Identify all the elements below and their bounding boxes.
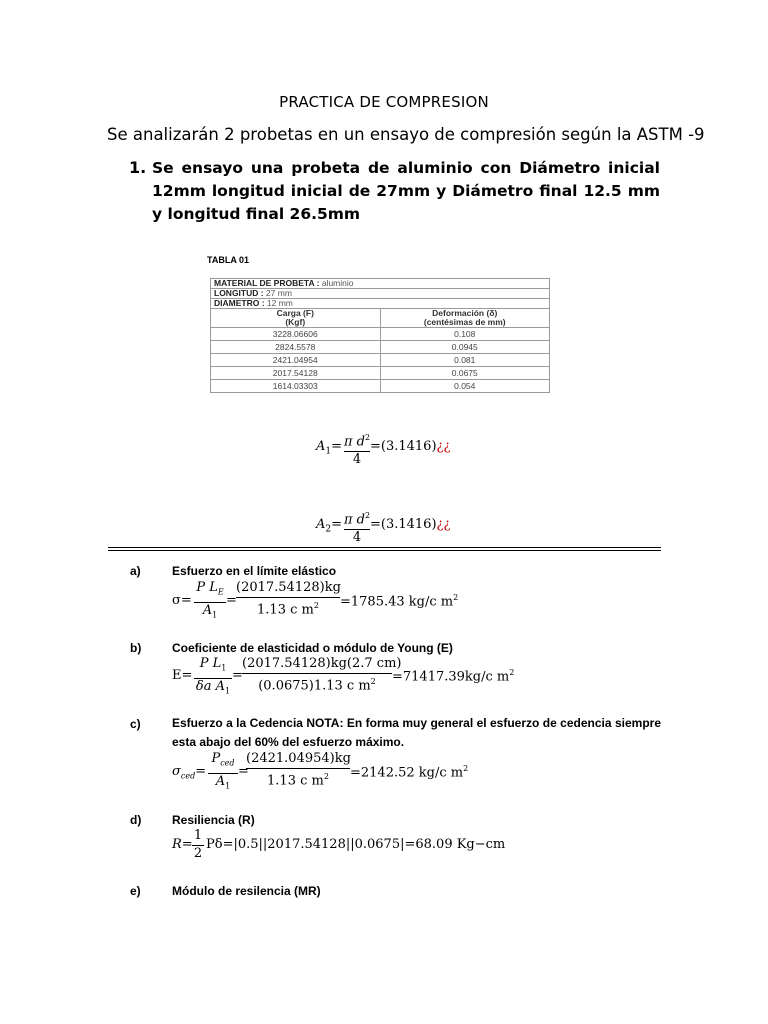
carga-cell: 2421.04954 [211,354,381,367]
question-number: 1. [129,158,147,177]
divider-line [108,550,661,551]
item-d-lhs: R= [172,837,193,852]
item-d-fraction: 1 2 [193,828,203,861]
item-b-fraction-2: (2017.54128)kg(2.7 cm) (0.0675)1.13 c $m^2$ [242,656,402,694]
item-d-label: Resiliencia (R) [172,813,255,827]
deformacion-cell: 0.0945 [380,341,550,354]
deformacion-cell: 0.081 [380,354,550,367]
item-e-letter: e) [130,884,141,898]
longitud-label: LONGITUD : [214,288,264,298]
item-a-lhs: σ= [172,593,192,608]
broken-glyph: ¿¿ [436,439,451,454]
table-row [211,328,550,341]
header-carga-line2: (Kgf) [285,317,306,327]
material-label: MATERIAL DE PROBETA : [214,278,320,288]
item-c-result: =2142.52 kg/c $m^2$ [350,764,469,781]
item-d-letter: d) [130,813,142,827]
item-b-fraction-1: P $L_1$ δa $A_1$ [195,656,231,696]
header-deformacion-line2: (centésimas de mm) [423,317,506,327]
item-a-eq: = [226,593,237,608]
carga-cell: 1614.03303 [211,380,381,393]
item-c-fraction-1: $P_{ced}$ $A_1$ [208,751,238,794]
header-deformacion-line1: Deformación (δ) [432,308,498,318]
item-e-label: Módulo de resilencia (MR) [172,884,321,898]
table-row-material [211,279,550,289]
divider-line [108,547,661,548]
carga-cell: 2017.54128 [211,367,381,380]
item-b-label: Coeficiente de elasticidad o módulo de Young (E) [172,641,453,655]
table-row [211,367,550,380]
item-c-eq: = [238,764,249,779]
diametro-value: 12 mm [266,298,293,308]
deformacion-cell: 0.054 [380,380,550,393]
table-row [211,380,550,393]
table-caption: TABLA 01 [207,255,250,265]
item-a-result: =1785.43 kg/c $m^2$ [340,593,459,610]
deformacion-cell: 0.0675 [380,367,550,380]
item-b-letter: b) [130,641,142,655]
item-c-label: Esfuerzo a la Cedencia NOTA: En forma muy general el esfuerzo de cedencia siempre esta abajo del 60% del esfuerzo máximo. [172,716,661,749]
item-a-fraction-2: (2017.54128)kg 1.13 c $m^2$ [236,580,341,618]
table-row [211,341,550,354]
formula-a1-fraction: π $d^2$ 4 [344,433,371,468]
item-a-letter: a) [130,564,141,578]
header-carga-line1: Carga (F) [276,308,314,318]
table-row-longitud [211,289,550,299]
formula-a2-rhs: =(3.1416)¿¿ [370,517,451,532]
question-text: Se ensayo una probeta de aluminio con Diámetro inicial 12mm longitud inicial de 27mm y Diámetro final 12.5 mm y longitud final 26.5mm [152,159,660,223]
broken-glyph: ¿¿ [436,517,451,532]
formula-a2-lhs: $A_2=$ [316,517,343,535]
item-b-result: =71417.39kg/c $m^2$ [392,668,515,685]
item-c-letter: c) [130,717,141,731]
data-table [210,278,550,393]
item-c-lhs: $\sigma_{ced}=$ [172,764,207,781]
item-c-fraction-2: (2421.04954)kg 1.13 c $m^2$ [246,751,351,789]
table-row [211,354,550,367]
formula-a1-lhs: $A_1=$ [316,439,343,457]
item-d-result: Pδ=|0.5||2017.54128||0.0675|=68.09 Kg−cm [206,837,506,852]
carga-cell: 2824.5578 [211,341,381,354]
header-carga [211,309,381,328]
table-row-diametro [211,299,550,309]
carga-cell: 3228.06606 [211,328,381,341]
longitud-value: 27 mm [265,288,292,298]
document-title: PRACTICA DE COMPRESION [279,93,489,111]
item-a-fraction-1: P $L_E$ $A_1$ [194,580,226,623]
intro-text: Se analizarán 2 probetas en un ensayo de compresión según la ASTM -9 [107,125,705,144]
header-deformacion [380,309,550,328]
formula-a1-rhs: =(3.1416)¿¿ [370,439,451,454]
material-value: aluminio [321,278,354,288]
formula-a2-fraction: π $d^2$ 4 [344,511,371,546]
item-a-label: Esfuerzo en el límite elástico [172,564,337,578]
table-header-row [211,309,550,328]
item-b-lhs: E= [172,668,193,683]
diametro-label: DIAMETRO : [214,298,265,308]
item-b-eq: = [232,668,243,683]
deformacion-cell: 0.108 [380,328,550,341]
